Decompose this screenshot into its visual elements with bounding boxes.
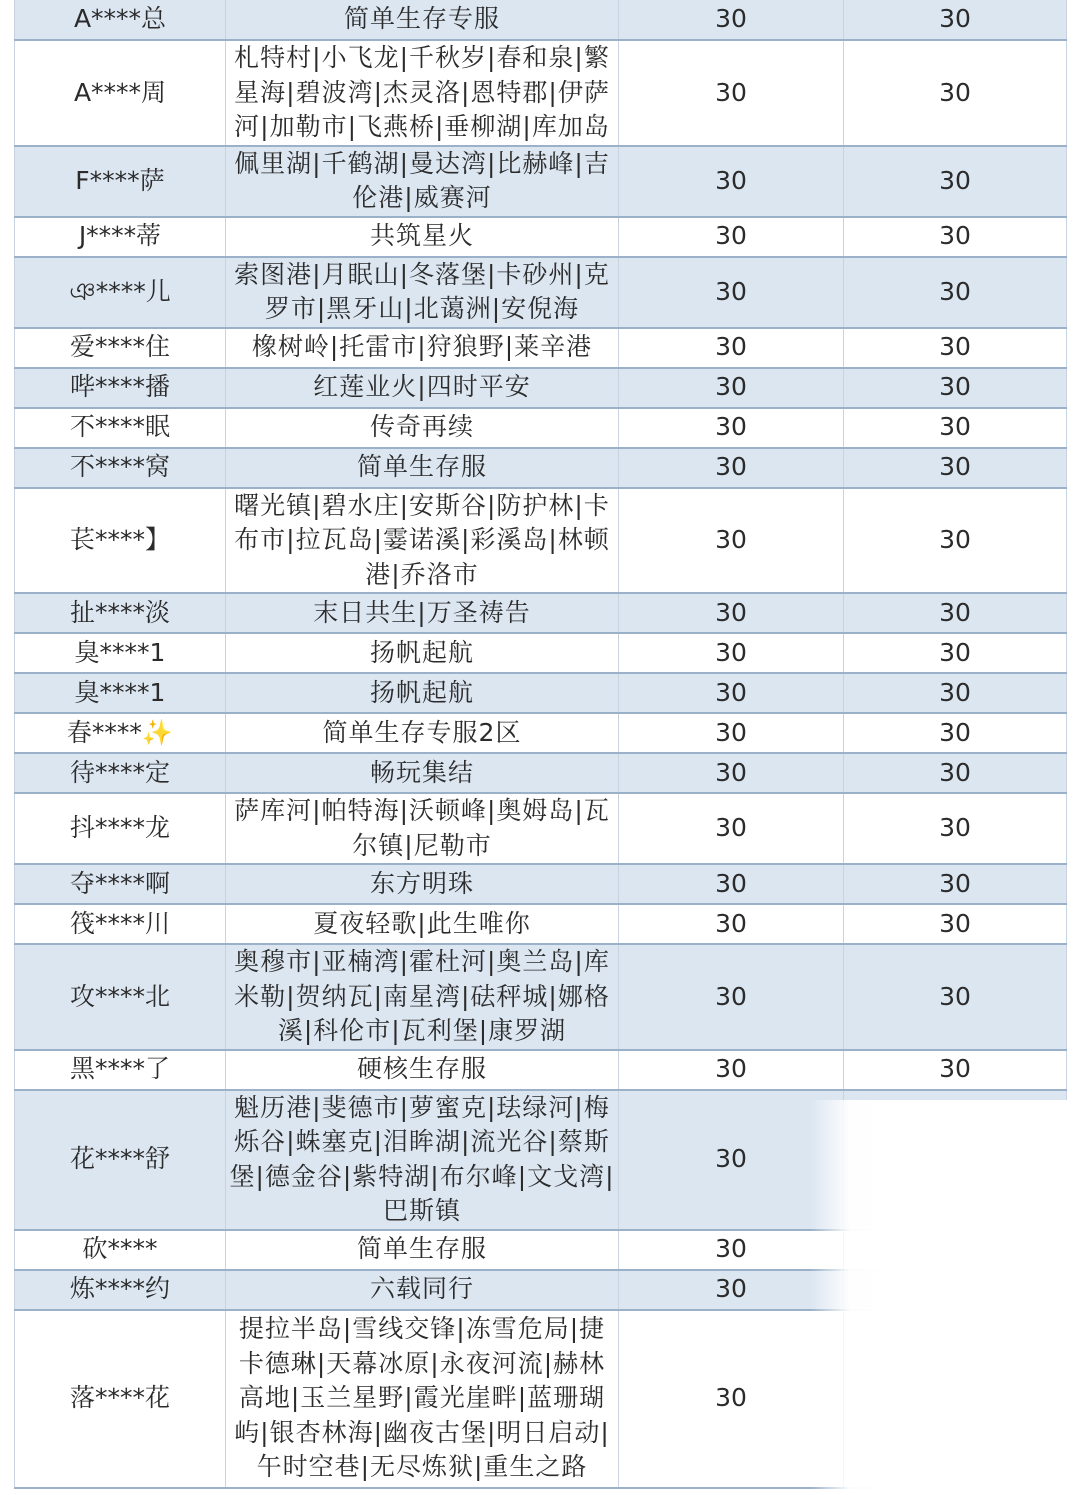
user-cell <box>15 217 226 257</box>
value-cell-b <box>844 328 1067 368</box>
value-cell-b <box>844 146 1067 217</box>
value-cell-a <box>619 944 844 1050</box>
user-cell-text: 抖****龙 <box>69 813 170 843</box>
server-cell-text: 曙光镇|碧水庄|安斯谷|防护林|卡布市|拉瓦岛|霎诺溪|彩溪岛|林顿港|乔洛市 <box>234 490 610 589</box>
value-cell-b-text: 30 <box>939 165 971 195</box>
table-row <box>15 944 1067 1050</box>
value-cell-a-text: 30 <box>715 332 747 362</box>
user-cell-text: 夺****啊 <box>69 868 170 898</box>
user-cell-text: 苌****】 <box>69 525 170 554</box>
user-cell <box>15 944 226 1050</box>
value-cell-a-text: 30 <box>715 597 747 627</box>
value-cell-b <box>844 793 1067 864</box>
server-cell-text: 简单生存服 <box>356 1234 487 1264</box>
value-cell-b-text: 30 <box>939 813 971 843</box>
value-cell-a-text: 30 <box>715 77 747 107</box>
value-cell-a <box>619 257 844 328</box>
value-cell-b <box>844 633 1067 673</box>
value-cell-a <box>619 713 844 753</box>
server-cell <box>226 1230 619 1270</box>
reward-table-container <box>14 0 1066 1489</box>
user-cell-text: 砍**** <box>82 1234 158 1264</box>
value-cell-b-text: 30 <box>939 757 971 787</box>
value-cell-a <box>619 1310 844 1488</box>
server-cell-text: 扬帆起航 <box>369 677 474 707</box>
value-cell-a-text: 30 <box>715 221 747 251</box>
value-cell-a-text: 30 <box>715 717 747 747</box>
value-cell-b <box>844 257 1067 328</box>
value-cell-b-text: 30 <box>939 1054 971 1084</box>
value-cell-a <box>619 368 844 408</box>
value-cell-a <box>619 146 844 217</box>
table-row <box>15 488 1067 594</box>
server-cell-text: 六载同行 <box>369 1274 474 1304</box>
value-cell-a <box>619 1050 844 1090</box>
user-cell-text: 不****窝 <box>69 452 170 482</box>
server-cell-text: 夏夜轻歌|此生唯你 <box>313 908 531 938</box>
value-cell-b-text: 30 <box>939 981 971 1011</box>
value-cell-b <box>844 904 1067 944</box>
value-cell-b-text: 30 <box>939 677 971 707</box>
server-cell <box>226 408 619 448</box>
user-cell-text: 炼****约 <box>69 1274 170 1304</box>
value-cell-b <box>844 864 1067 904</box>
value-cell-b <box>844 944 1067 1050</box>
value-cell-a-text: 30 <box>715 868 747 898</box>
table-row <box>15 328 1067 368</box>
value-cell-a-text: 30 <box>715 637 747 667</box>
value-cell-a-text: 30 <box>715 1234 747 1264</box>
server-cell-text: 末日共生|万圣祷告 <box>313 597 531 627</box>
table-row <box>15 40 1067 146</box>
server-cell <box>226 1050 619 1090</box>
user-cell-text: 攻****北 <box>69 981 170 1011</box>
user-cell-text: ঞ****儿 <box>69 276 171 306</box>
value-cell-a <box>619 217 844 257</box>
server-cell-text: 红莲业火|四时平安 <box>313 372 531 402</box>
user-cell <box>15 753 226 793</box>
user-cell <box>15 146 226 217</box>
server-cell <box>226 753 619 793</box>
user-cell <box>15 593 226 633</box>
value-cell-b <box>844 1090 1067 1230</box>
server-cell <box>226 1090 619 1230</box>
value-cell-a <box>619 448 844 488</box>
user-cell <box>15 257 226 328</box>
user-cell <box>15 1050 226 1090</box>
user-cell-text: 扯****淡 <box>69 597 170 627</box>
table-row <box>15 713 1067 753</box>
value-cell-a <box>619 673 844 713</box>
value-cell-b-text: 30 <box>939 276 971 306</box>
table-row <box>15 753 1067 793</box>
server-cell <box>226 328 619 368</box>
value-cell-b <box>844 673 1067 713</box>
table-row <box>15 673 1067 713</box>
value-cell-a <box>619 633 844 673</box>
server-cell <box>226 633 619 673</box>
user-cell-text: 筏****川 <box>69 908 170 938</box>
value-cell-a-text: 30 <box>715 525 747 554</box>
value-cell-b-text: 30 <box>939 717 971 747</box>
table-row <box>15 448 1067 488</box>
user-cell-text: 臭****1 <box>74 677 166 707</box>
value-cell-b <box>844 448 1067 488</box>
server-cell-text: 奥穆市|亚楠湾|霍杜河|奥兰岛|库米勒|贺纳瓦|南星湾|砝秤城|娜格溪|科伦市|瓦利堡|康罗湖 <box>234 947 610 1045</box>
server-cell <box>226 793 619 864</box>
table-row <box>15 1270 1067 1310</box>
table-row <box>15 217 1067 257</box>
value-cell-b-text: 30 <box>939 597 971 627</box>
value-cell-a-text: 30 <box>715 372 747 402</box>
user-cell <box>15 488 226 594</box>
server-cell <box>226 40 619 146</box>
server-cell-text: 畅玩集结 <box>369 757 474 787</box>
value-cell-b <box>844 1310 1067 1488</box>
value-cell-a-text: 30 <box>715 677 747 707</box>
server-cell <box>226 0 619 40</box>
server-cell-text: 简单生存服 <box>356 452 487 482</box>
server-cell-text: 东方明珠 <box>369 868 474 898</box>
server-cell-text: 传奇再续 <box>369 412 474 442</box>
value-cell-b <box>844 408 1067 448</box>
server-cell <box>226 257 619 328</box>
server-cell-text: 魁历港|斐德市|萝蜜克|珐绿河|梅烁谷|蛛塞克|泪眸湖|流光谷|蔡斯堡|德金谷|紫特湖|布尔峰|文戈湾|巴斯镇 <box>229 1092 615 1225</box>
value-cell-b-text: 30 <box>939 908 971 938</box>
server-cell-text: 索图港|月眠山|冬落堡|卡砂州|克罗市|黑牙山|北蔼洲|安倪海 <box>234 259 610 323</box>
server-cell-text: 简单生存专服 <box>343 4 500 34</box>
server-cell-text: 简单生存专服2区 <box>322 717 522 747</box>
user-cell-text: A****总 <box>73 4 167 34</box>
value-cell-b-text: 30 <box>939 637 971 667</box>
user-cell-text: 哔****播 <box>69 372 170 402</box>
user-cell-text: A****周 <box>73 77 167 107</box>
value-cell-b <box>844 0 1067 40</box>
value-cell-a-text: 30 <box>715 1274 747 1304</box>
user-cell-text: J****蒂 <box>78 221 162 251</box>
server-cell <box>226 593 619 633</box>
value-cell-b-text: 30 <box>939 868 971 898</box>
user-cell-text: 花****舒 <box>69 1144 170 1174</box>
user-cell <box>15 448 226 488</box>
table-row <box>15 1310 1067 1488</box>
user-cell-text: F****萨 <box>75 165 165 195</box>
value-cell-b-text: 30 <box>939 372 971 402</box>
table-row <box>15 904 1067 944</box>
server-cell <box>226 448 619 488</box>
user-cell-text: 黑****了 <box>69 1054 170 1084</box>
server-cell <box>226 146 619 217</box>
value-cell-a-text: 30 <box>715 165 747 195</box>
server-cell <box>226 368 619 408</box>
user-cell <box>15 1310 226 1488</box>
user-cell <box>15 904 226 944</box>
server-cell <box>226 488 619 594</box>
value-cell-b <box>844 713 1067 753</box>
user-cell <box>15 408 226 448</box>
value-cell-b-text: 30 <box>939 4 971 34</box>
server-cell-text: 佩里湖|千鹤湖|曼达湾|比赫峰|吉伦港|威赛河 <box>234 148 610 212</box>
value-cell-b <box>844 368 1067 408</box>
value-cell-a-text: 30 <box>715 1383 747 1413</box>
server-cell-text: 硬核生存服 <box>356 1054 487 1084</box>
value-cell-b <box>844 217 1067 257</box>
user-cell <box>15 0 226 40</box>
user-cell-text: 落****花 <box>69 1383 170 1413</box>
value-cell-b <box>844 40 1067 146</box>
value-cell-b-text: 30 <box>939 77 971 107</box>
value-cell-a <box>619 488 844 594</box>
table-row <box>15 1050 1067 1090</box>
value-cell-a <box>619 593 844 633</box>
value-cell-b <box>844 1230 1067 1270</box>
server-cell <box>226 1310 619 1488</box>
server-cell <box>226 864 619 904</box>
value-cell-a <box>619 408 844 448</box>
table-row <box>15 1090 1067 1230</box>
value-cell-b <box>844 488 1067 594</box>
table-row <box>15 368 1067 408</box>
value-cell-b <box>844 753 1067 793</box>
server-cell <box>226 1270 619 1310</box>
value-cell-a-text: 30 <box>715 908 747 938</box>
value-cell-b-text: 30 <box>939 452 971 482</box>
value-cell-a-text: 30 <box>715 4 747 34</box>
user-cell <box>15 793 226 864</box>
user-cell <box>15 633 226 673</box>
value-cell-a <box>619 40 844 146</box>
table-row <box>15 633 1067 673</box>
user-cell-text: 爱****住 <box>69 332 170 362</box>
value-cell-a-text: 30 <box>715 412 747 442</box>
user-cell <box>15 1230 226 1270</box>
value-cell-a <box>619 328 844 368</box>
server-cell <box>226 673 619 713</box>
table-row <box>15 593 1067 633</box>
table-row <box>15 0 1067 40</box>
table-row <box>15 1230 1067 1270</box>
server-cell-text: 橡树岭|托雷市|狩狼野|莱辛港 <box>251 332 593 362</box>
value-cell-b <box>844 593 1067 633</box>
value-cell-a <box>619 0 844 40</box>
value-cell-a <box>619 1270 844 1310</box>
server-cell <box>226 944 619 1050</box>
server-cell <box>226 713 619 753</box>
user-cell-text: 春****✨ <box>66 717 174 747</box>
value-cell-b-text: 30 <box>939 412 971 442</box>
value-cell-a-text: 30 <box>715 757 747 787</box>
server-cell-text: 提拉半岛|雪线交锋|冻雪危局|捷卡德琳|天幕冰原|永夜河流|赫林高地|玉兰星野|霞光崖畔|蓝珊瑚屿|银杏林海|幽夜古堡|明日启动|午时空巷|无尽炼狱|重生之路 <box>234 1314 610 1482</box>
table-row <box>15 257 1067 328</box>
server-cell-text: 札特村|小飞龙|千秋岁|春和泉|繁星海|碧波湾|杰灵洛|恩特郡|伊萨河|加勒市|飞燕桥|垂柳湖|库加岛 <box>234 43 610 141</box>
table-row <box>15 146 1067 217</box>
user-cell <box>15 328 226 368</box>
user-cell-text: 不****眠 <box>69 412 170 442</box>
value-cell-a <box>619 1090 844 1230</box>
user-cell-text: 臭****1 <box>74 637 166 667</box>
table-row <box>15 864 1067 904</box>
value-cell-b-text: 30 <box>939 221 971 251</box>
user-cell <box>15 673 226 713</box>
server-cell <box>226 217 619 257</box>
user-cell <box>15 40 226 146</box>
server-cell-text: 扬帆起航 <box>369 637 474 667</box>
value-cell-b-text: 30 <box>939 525 971 554</box>
value-cell-a-text: 30 <box>715 276 747 306</box>
value-cell-a-text: 30 <box>715 1054 747 1084</box>
reward-table-body <box>15 0 1067 1488</box>
value-cell-a <box>619 753 844 793</box>
value-cell-a-text: 30 <box>715 452 747 482</box>
value-cell-a <box>619 793 844 864</box>
user-cell <box>15 713 226 753</box>
user-cell <box>15 864 226 904</box>
value-cell-b <box>844 1270 1067 1310</box>
value-cell-a <box>619 864 844 904</box>
reward-table <box>14 0 1067 1489</box>
value-cell-b-text: 30 <box>939 332 971 362</box>
user-cell <box>15 1270 226 1310</box>
value-cell-b <box>844 1050 1067 1090</box>
value-cell-a-text: 30 <box>715 813 747 843</box>
value-cell-a-text: 30 <box>715 981 747 1011</box>
table-row <box>15 408 1067 448</box>
user-cell <box>15 1090 226 1230</box>
server-cell <box>226 904 619 944</box>
user-cell <box>15 368 226 408</box>
value-cell-a-text: 30 <box>715 1144 747 1174</box>
server-cell-text: 共筑星火 <box>369 221 474 251</box>
table-row <box>15 793 1067 864</box>
value-cell-a <box>619 1230 844 1270</box>
user-cell-text: 待****定 <box>69 757 170 787</box>
server-cell-text: 萨库河|帕特海|沃顿峰|奥姆岛|瓦尔镇|尼勒市 <box>234 796 610 860</box>
value-cell-a <box>619 904 844 944</box>
